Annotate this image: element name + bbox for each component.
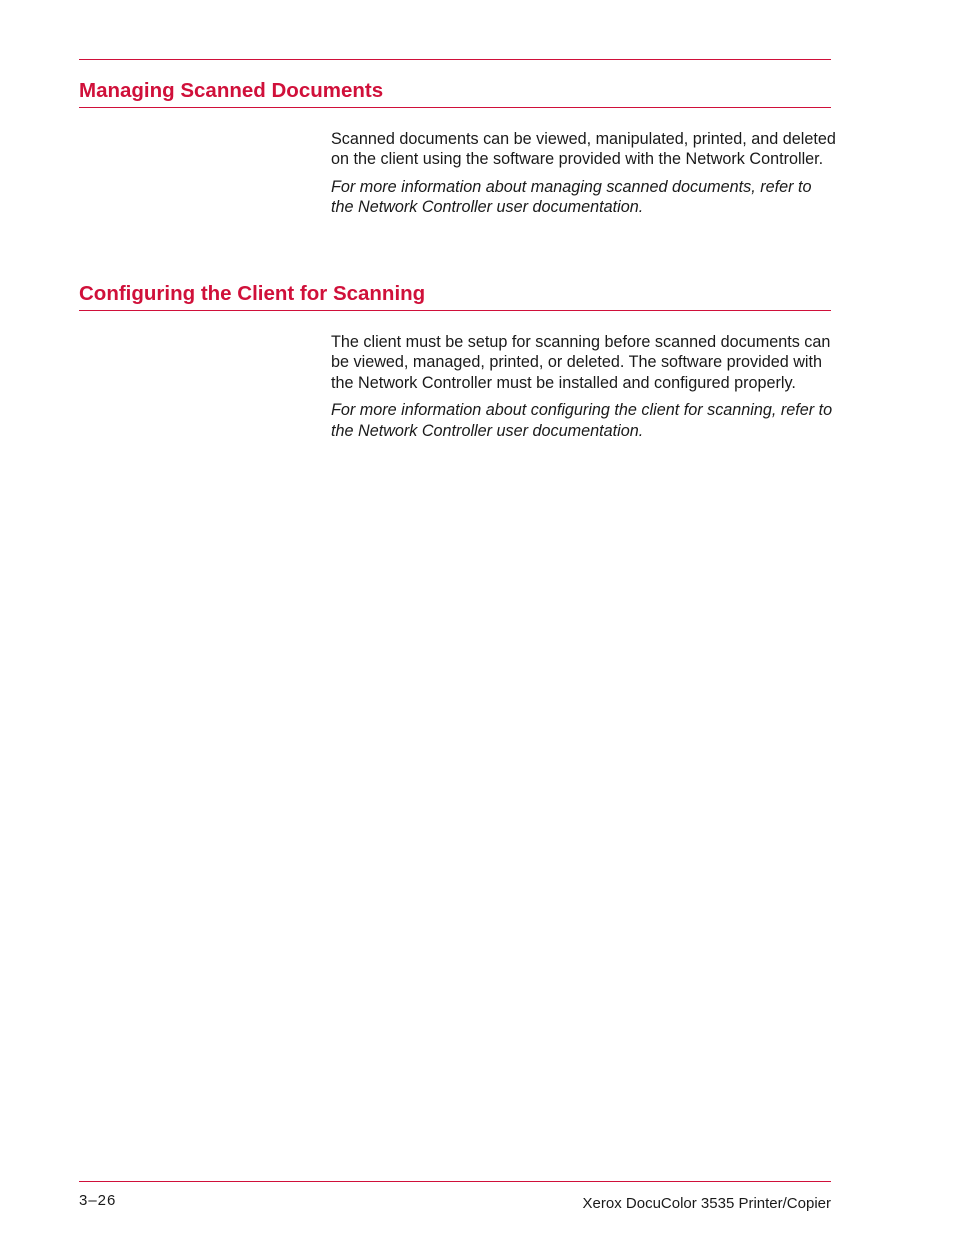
paragraph-managing-note: For more information about managing scanned documents, refer to the Network Controller user documentation. <box>331 178 812 217</box>
paragraph-configuring-description: The client must be setup for scanning before scanned documents can be viewed, managed, printed, or deleted. The software provided with the Network Controller must be installed and configured properly. <box>331 333 831 392</box>
top-rule <box>79 59 831 60</box>
paragraph-managing-description: Scanned documents can be viewed, manipulated, printed, and deleted on the client using the software provided with the Network Controller. <box>331 130 836 169</box>
section-body-configuring <box>331 332 836 441</box>
section-heading-managing-scanned-documents: Managing Scanned Documents <box>79 79 384 102</box>
paragraph-configuring-note: For more information about configuring the client for scanning, refer to the Network Controller user documentation. <box>331 401 833 440</box>
section-body-managing <box>331 129 836 218</box>
section-heading-configuring-client: Configuring the Client for Scanning <box>79 282 426 305</box>
section-heading-underline <box>79 107 831 108</box>
document-title: Xerox DocuColor 3535 Printer/Copier <box>582 1195 831 1212</box>
page-number: 3–26 <box>79 1192 117 1209</box>
footer-rule <box>79 1181 831 1182</box>
section-heading-underline <box>79 310 831 311</box>
